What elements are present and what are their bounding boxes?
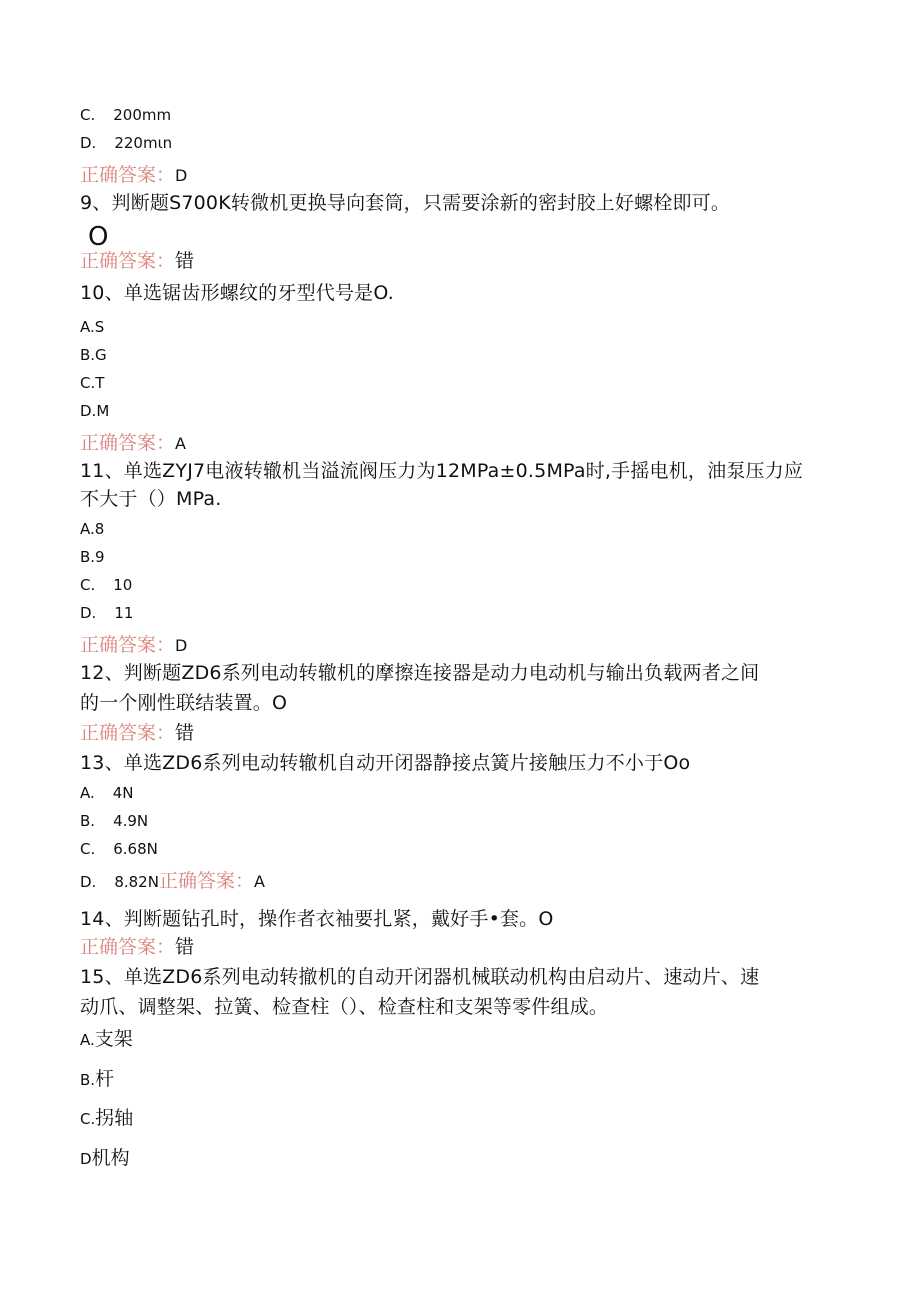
question-12: 12、判断题ZD6系列电动转辙机的摩擦连接器是动力电动机与输出负载两者之间 [80, 662, 760, 684]
answer-line: 正确答案：A [80, 432, 186, 454]
question-10: 10、单选锯齿形螺纹的牙型代号是O. [80, 282, 395, 304]
answer-line: 正确答案：错 [80, 722, 195, 744]
answer-line: 正确答案：错 [80, 250, 195, 272]
answer-value: A [253, 872, 265, 891]
question-14: 14、判断题钻孔时，操作者衣袖要扎紧，戴好手•套。O [80, 908, 554, 930]
option-d: D.M [80, 402, 110, 420]
question-11: 11、单选ZYJ7电液转辙机当溢流阀压力为12MPa±0.5MPa时,手摇电机，油泵压力应 [80, 460, 804, 482]
option-d: D. 11 [80, 604, 134, 622]
option-c: C. 6.68N [80, 840, 158, 858]
answer-line: 正确答案：D [80, 634, 188, 656]
answer-label: 正确答案： [158, 870, 254, 892]
question-15-cont: 动爪、调整架、拉簧、检查柱（）、检查柱和支架等零件组成。 [80, 996, 609, 1018]
question-11-cont: 不大于（）MPa. [80, 488, 222, 510]
option-d: D机构 [80, 1147, 130, 1169]
question-9-blank: O [88, 222, 109, 252]
option-c: C. 200mm [80, 106, 172, 124]
answer-line: 正确答案：错 [80, 936, 195, 958]
option-b: B.G [80, 346, 107, 364]
option-b: B.9 [80, 548, 105, 566]
option-a: A.8 [80, 520, 105, 538]
question-12-cont: 的一个刚性联结装置。O [80, 692, 288, 714]
option-a: A.S [80, 318, 105, 336]
option-d: D. 220mιn [80, 134, 173, 152]
option-a: A.支架 [80, 1028, 133, 1050]
question-9: 9、判断题S700K转微机更换导向套筒，只需要涂新的密封胶上好螺栓即可。 [80, 192, 731, 214]
option-c: C. 10 [80, 576, 133, 594]
option-b: B. 4.9N [80, 812, 149, 830]
option-c: C.T [80, 374, 105, 392]
option-b: B.杆 [80, 1068, 115, 1090]
option-a: A. 4N [80, 784, 134, 802]
answer-line: 正确答案：D [80, 164, 188, 186]
question-15: 15、单选ZD6系列电动转撤机的自动开闭器机械联动机构由启动片、速动片、速 [80, 966, 760, 988]
question-13: 13、单选ZD6系列电动转辙机自动开闭器静接点簧片接触压力不小于Oo [80, 752, 691, 774]
option-d-with-answer: D. 8.82N正确答案：A [80, 870, 265, 892]
option-c: C.拐轴 [80, 1107, 134, 1129]
